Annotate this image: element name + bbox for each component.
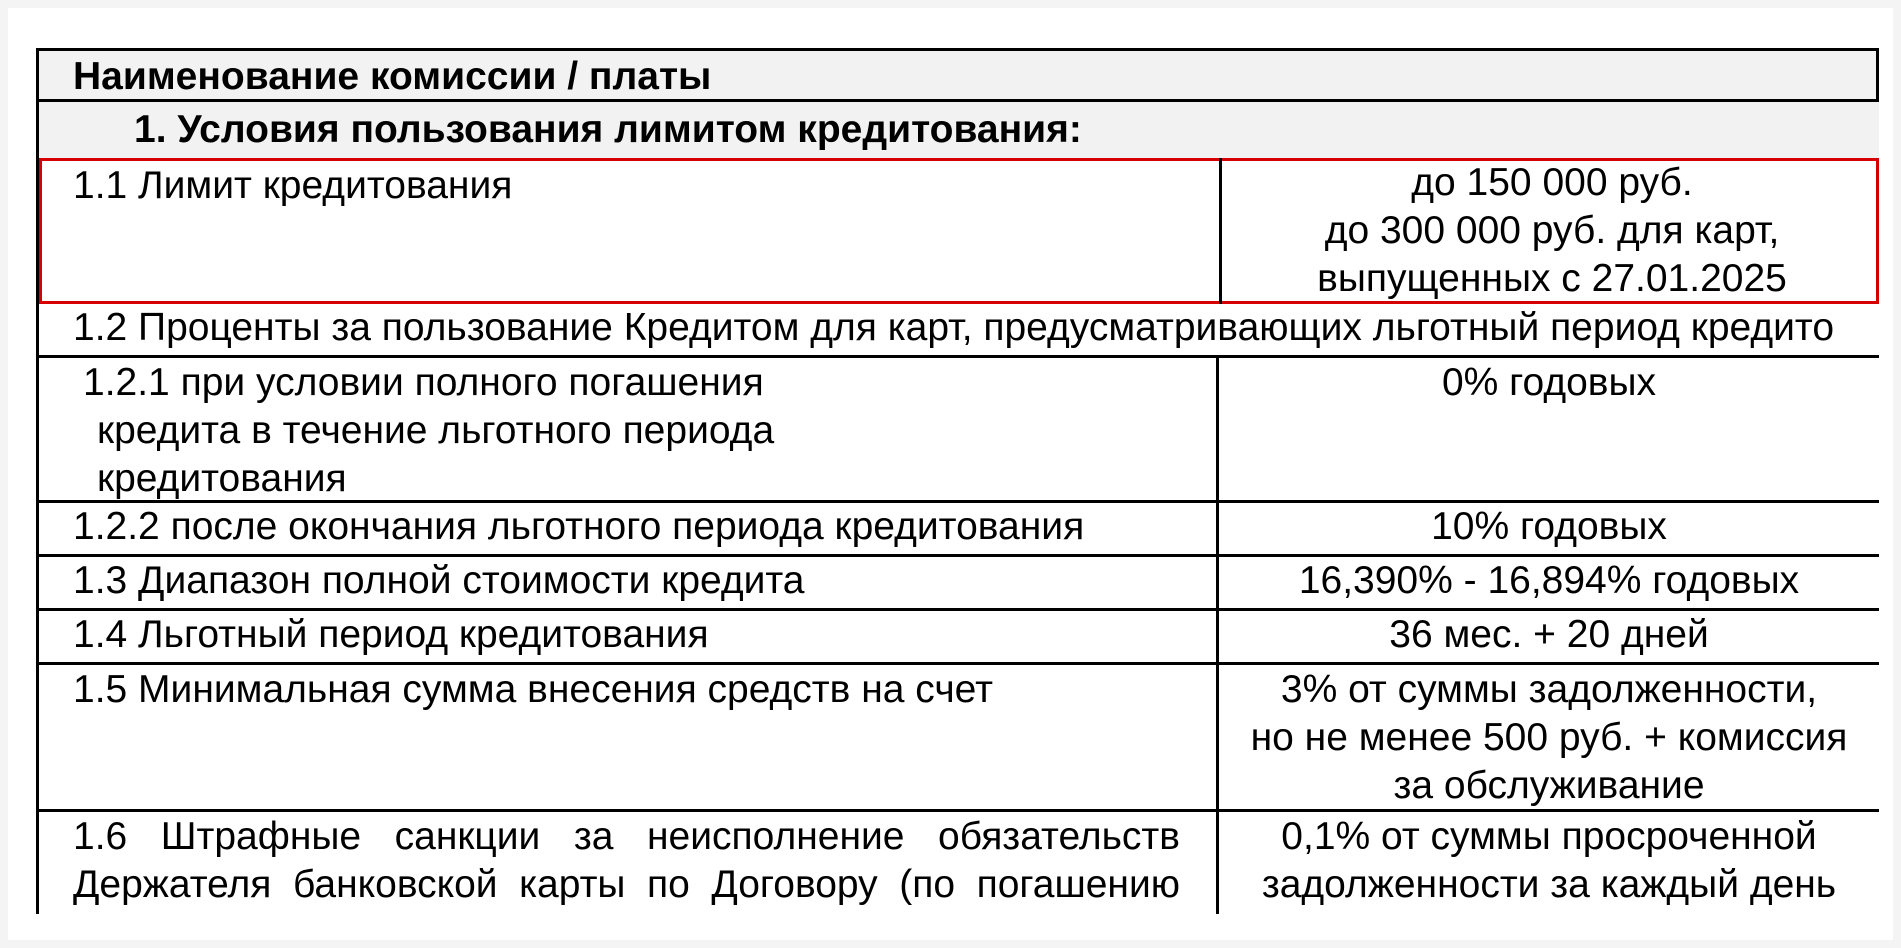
table-row-penalties xyxy=(39,812,1879,914)
grace-full-repayment-label-line: 1.2.1 при условии полного погашения xyxy=(83,361,764,404)
minimum-payment-label: 1.5 Минимальная сумма внесения средств на счет xyxy=(73,668,993,711)
section-heading: 1. Условия пользования лимитом кредитования: xyxy=(134,108,1082,151)
table-header-title: Наименование комиссии / платы xyxy=(73,55,712,98)
document-page xyxy=(8,8,1893,940)
penalties-label-cell xyxy=(39,812,1216,914)
credit-limit-value-line: выпущенных с 27.01.2025 xyxy=(1317,257,1787,300)
after-grace-value: 10% годовых xyxy=(1216,503,1879,554)
grace-full-repayment-label-cell xyxy=(39,358,1216,500)
credit-limit-label: 1.1 Лимит кредитования xyxy=(73,164,513,207)
minimum-payment-label-cell xyxy=(39,665,1216,809)
full-cost-range-value: 16,390% - 16,894% годовых xyxy=(1216,557,1879,608)
grace-full-repayment-value-cell xyxy=(1216,358,1879,500)
grace-period-label: 1.4 Льготный период кредитования xyxy=(73,613,709,656)
minimum-payment-value-cell xyxy=(1216,665,1879,809)
grace-period-value: 36 мес. + 20 дней xyxy=(1216,611,1879,662)
minimum-payment-value-line: но не менее 500 руб. + комиссия xyxy=(1250,716,1848,759)
credit-limit-value-line: до 150 000 руб. xyxy=(1411,161,1693,204)
minimum-payment-value-line: за обслуживание xyxy=(1393,764,1705,807)
grace-full-repayment-label-line: кредитования xyxy=(97,457,347,500)
table-row-grace-full-repayment xyxy=(39,358,1879,503)
grace-full-repayment-label-line: кредита в течение льготного периода xyxy=(97,409,775,452)
table-header-row xyxy=(39,48,1879,102)
table-row-minimum-payment xyxy=(39,665,1879,812)
penalties-label-line: Держателя банковской карты по Договору (по погашению xyxy=(73,863,1180,906)
table-row-full-cost-range xyxy=(39,557,1879,611)
tariff-table xyxy=(36,48,1879,914)
after-grace-label: 1.2.2 после окончания льготного периода кредитования xyxy=(73,505,1085,548)
table-row-grace-period xyxy=(39,611,1879,665)
interest-heading-text: 1.2 Проценты за пользование Кредитом для карт, предусматривающих льготный период кредито xyxy=(73,306,1835,349)
table-row-credit-limit xyxy=(39,158,1879,304)
full-cost-range-label: 1.3 Диапазон полной стоимости кредита xyxy=(73,559,805,602)
penalties-label-line: 1.6 Штрафные санкции за неисполнение обязательств xyxy=(73,815,1180,858)
minimum-payment-value-line: 3% от суммы задолженности, xyxy=(1280,668,1818,711)
table-row-after-grace xyxy=(39,503,1879,557)
credit-limit-value-line: до 300 000 руб. для карт, xyxy=(1324,209,1780,252)
penalties-value-line: 0,1% от суммы просроченной xyxy=(1281,815,1817,858)
table-row-interest-heading xyxy=(39,304,1879,358)
penalties-value-cell xyxy=(1216,812,1879,914)
penalties-value-line: задолженности за каждый день xyxy=(1261,863,1837,906)
section-heading-row xyxy=(39,102,1879,158)
credit-limit-value-cell xyxy=(1219,158,1879,304)
grace-full-repayment-value: 0% годовых xyxy=(1441,361,1657,404)
credit-limit-label-cell xyxy=(39,161,1216,301)
